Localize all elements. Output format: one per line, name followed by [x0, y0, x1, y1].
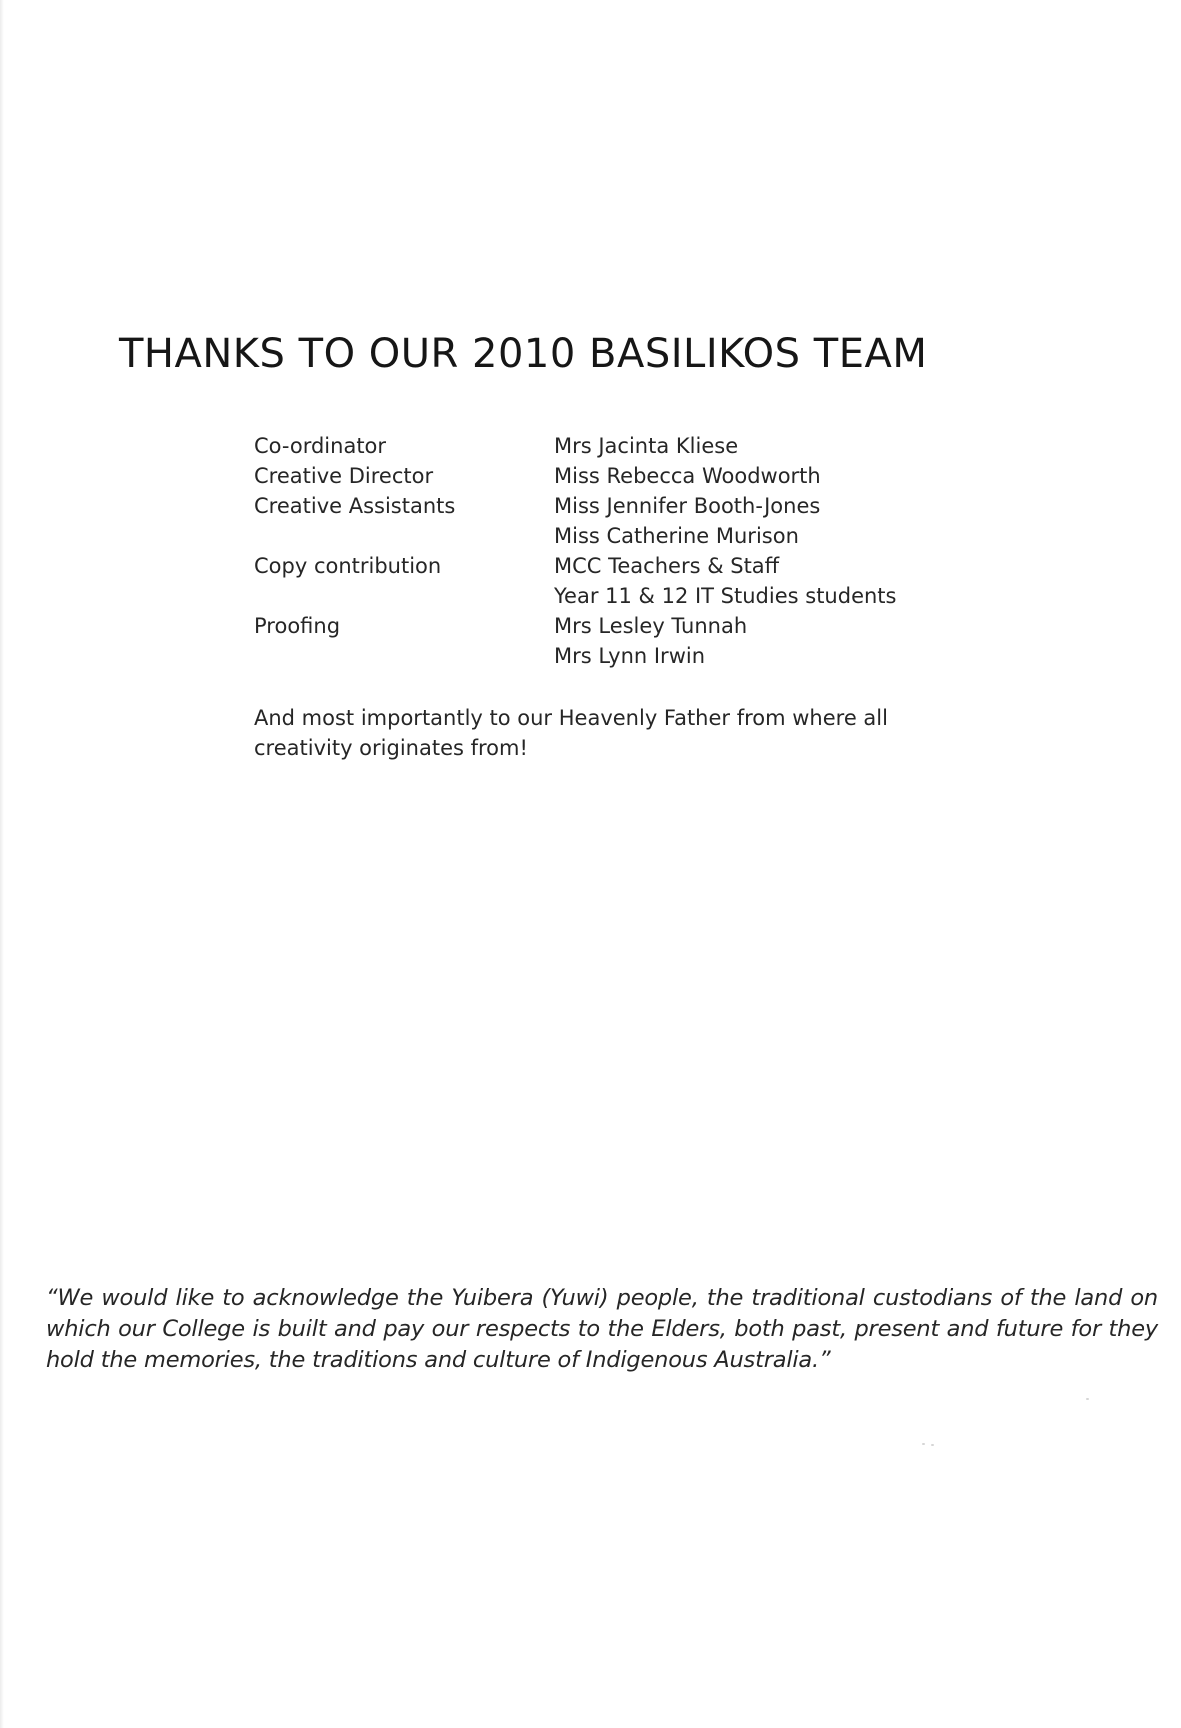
- credits-list: [254, 431, 954, 671]
- credit-names: [554, 431, 954, 461]
- credit-name: Miss Catherine Murison: [554, 524, 799, 548]
- credit-name: Mrs Jacinta Kliese: [554, 434, 739, 458]
- scan-speck: [922, 1443, 925, 1445]
- credit-name: Miss Rebecca Woodworth: [554, 464, 821, 488]
- scan-speck: [931, 1444, 934, 1446]
- credit-row-copy-contribution: [254, 551, 954, 611]
- credit-role: Co-ordinator: [254, 434, 387, 458]
- credit-row-creative-director: [254, 461, 954, 491]
- page-title: THANKS TO OUR 2010 BASILIKOS TEAM: [119, 331, 928, 377]
- credit-name: MCC Teachers & Staff: [554, 554, 780, 578]
- acknowledgement-of-country: “We would like to acknowledge the Yuibera (Yuwi) people, the traditional custodians of the land on which our College is built and pay our respects to the Elders, both past, present and future for they hold the memories, the traditions and culture of Indigenous Australia.”: [46, 1285, 1158, 1373]
- scan-speck: [1086, 1398, 1089, 1400]
- credit-role: Creative Assistants: [254, 494, 456, 518]
- credit-role: Copy contribution: [254, 554, 442, 578]
- credit-role: Creative Director: [254, 464, 434, 488]
- credit-name: Year 11 & 12 IT Studies students: [554, 584, 897, 608]
- credit-name: Mrs Lynn Irwin: [554, 644, 706, 668]
- credit-role: Proofing: [254, 614, 341, 638]
- credit-row-proofing: [254, 611, 954, 671]
- credit-name: Mrs Lesley Tunnah: [554, 614, 748, 638]
- credit-names: [554, 551, 954, 611]
- scan-edge-shadow: [0, 0, 4, 1728]
- closing-paragraph: And most importantly to our Heavenly Father from where all creativity originates from!: [254, 706, 888, 760]
- credit-name: Miss Jennifer Booth-Jones: [554, 494, 821, 518]
- credit-row-creative-assistants: [254, 491, 954, 551]
- credit-row-coordinator: [254, 431, 954, 461]
- credit-names: [554, 491, 954, 551]
- credit-names: [554, 461, 954, 491]
- credit-names: [554, 611, 954, 671]
